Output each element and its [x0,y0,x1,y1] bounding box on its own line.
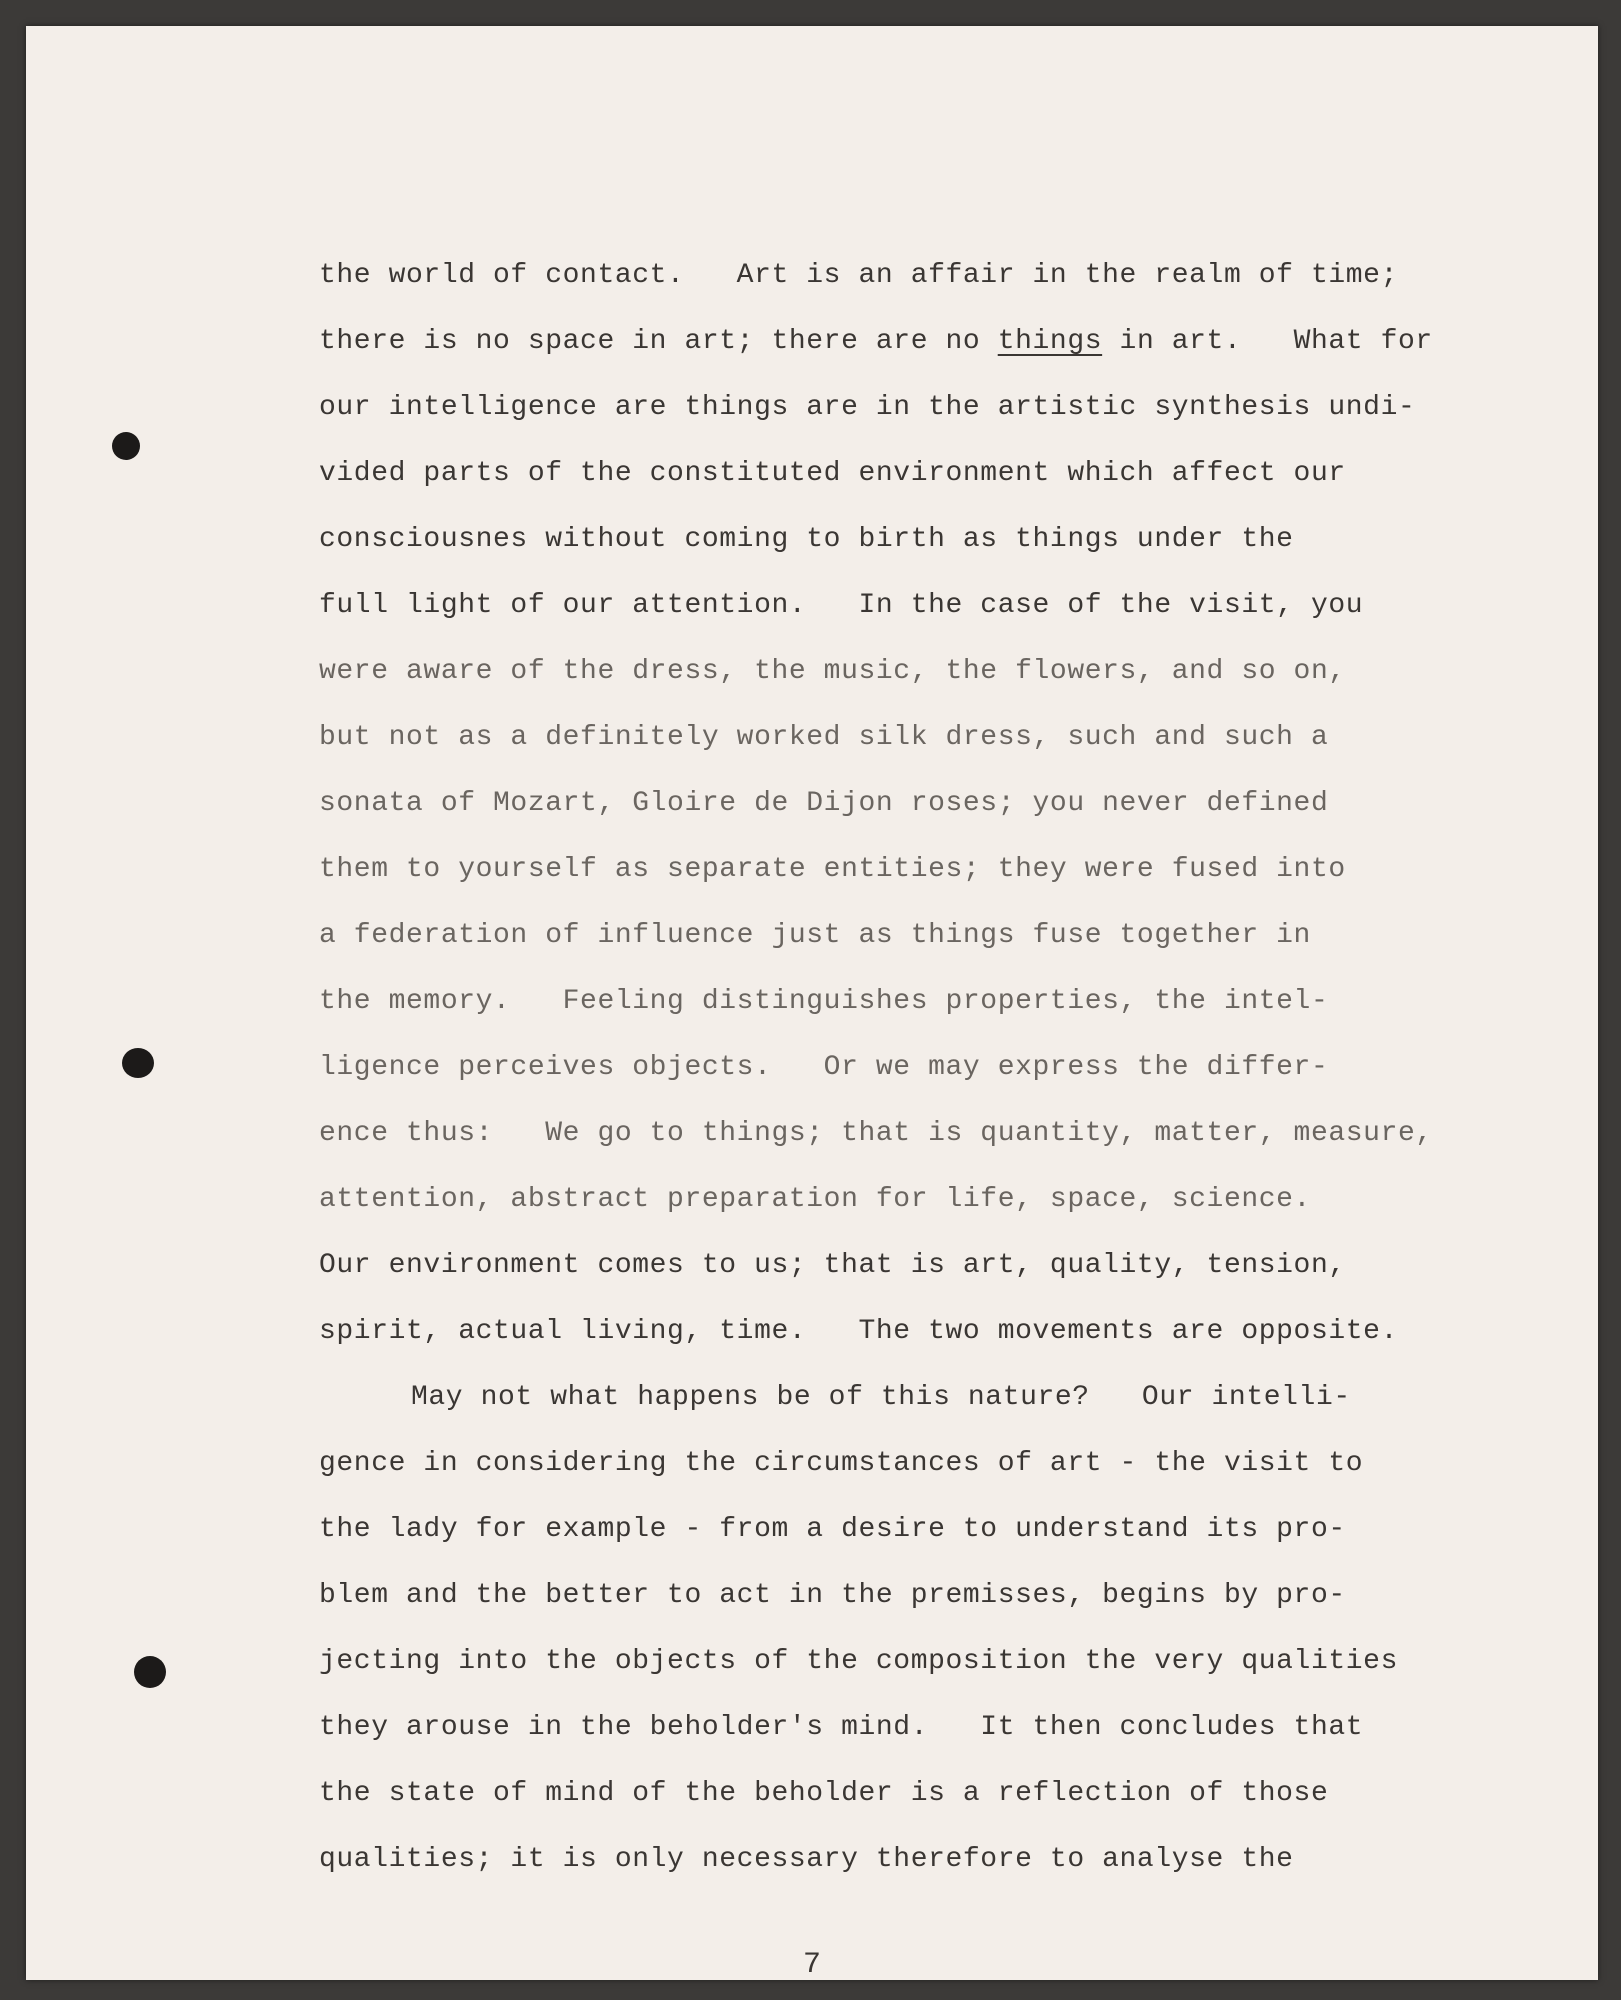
text-line: but not as a definitely worked silk dress, such and such a [319,722,1329,753]
text-line: vided parts of the constituted environment which affect our [319,458,1346,489]
text-line [319,318,1599,384]
text-line: the lady for example - from a desire to understand its pro- [319,1514,1346,1545]
body-text [319,252,1599,1902]
text-line: the world of contact. Art is an affair in the realm of time; [319,260,1398,291]
text-line: spirit, actual living, time. The two movements are opposite. [319,1316,1398,1347]
text-line: ligence perceives objects. Or we may express the differ- [319,1052,1329,1083]
text-segment: there is no space in art; there are no [319,326,998,357]
text-line: the memory. Feeling distinguishes properties, the intel- [319,986,1329,1017]
text-line: ence thus: We go to things; that is quantity, matter, measure, [319,1118,1433,1149]
text-line: jecting into the objects of the composition the very qualities [319,1646,1398,1677]
text-line: gence in considering the circumstances of art - the visit to [319,1448,1364,1479]
text-line: blem and the better to act in the premisses, begins by pro- [319,1580,1346,1611]
text-segment: in art. What for [1102,326,1433,357]
text-line: our intelligence are things are in the artistic synthesis undi- [319,392,1416,423]
text-line: Our environment comes to us; that is art, quality, tension, [319,1250,1346,1281]
text-line: them to yourself as separate entities; they were fused into [319,854,1346,885]
text-line: they arouse in the beholder's mind. It then concludes that [319,1712,1364,1743]
text-line: a federation of influence just as things fuse together in [319,920,1311,951]
typewritten-page [26,26,1598,1980]
text-line: the state of mind of the beholder is a reflection of those [319,1778,1329,1809]
text-line: qualities; it is only necessary therefore to analyse the [319,1844,1294,1875]
text-line: full light of our attention. In the case of the visit, you [319,590,1364,621]
text-line: attention, abstract preparation for life, space, science. [319,1184,1311,1215]
underlined-word: things [997,326,1103,357]
punch-hole-top [112,432,140,460]
punch-hole-bottom [134,1656,166,1688]
text-line: sonata of Mozart, Gloire de Dijon roses; you never defined [319,788,1329,819]
text-line-paragraph-start: May not what happens be of this nature? Our intelli- [411,1382,1351,1413]
page-number: 7 [802,1948,821,1982]
text-line: consciousnes without coming to birth as things under the [319,524,1294,555]
punch-hole-middle [122,1048,154,1078]
text-line: were aware of the dress, the music, the flowers, and so on, [319,656,1346,687]
